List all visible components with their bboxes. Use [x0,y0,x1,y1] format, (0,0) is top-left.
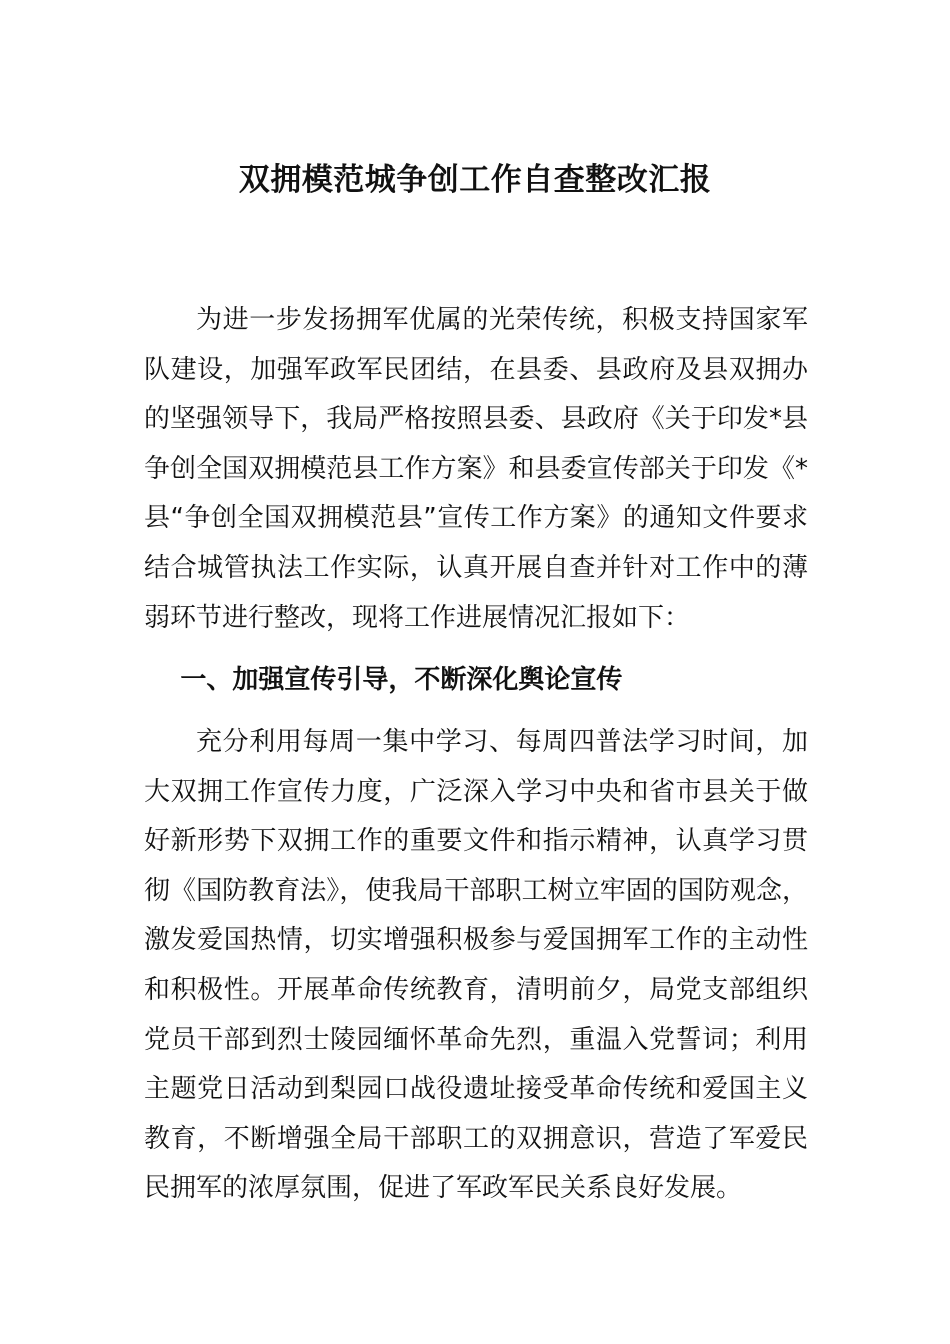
intro-paragraph: 为进一步发扬拥军优属的光荣传统，积极支持国家军队建设，加强军政军民团结，在县委、县政府及县双拥办的坚强领导下，我局严格按照县委、县政府《关于印发*县争创全国双拥模范县工作方案》和县委宣传部关于印发《*县“争创全国双拥模范县”宣传工作方案》的通知文件要求结合城管执法工作实际，认真开展自查并针对工作中的薄弱环节进行整改，现将工作进展情况汇报如下： [144,305,808,633]
section-paragraph: 充分利用每周一集中学习、每周四普法学习时间，加大双拥工作宣传力度，广泛深入学习中央和省市县关于做好新形势下双拥工作的重要文件和指示精神，认真学习贯彻《国防教育法》，使我局干部职工树立牢固的国防观念，激发爱国热情，切实增强积极参与爱国拥军工作的主动性和积极性。开展革命传统教育，清明前夕，局党支部组织党员干部到烈士陵园缅怀革命先烈，重温入党誓词；利用主题党日活动到梨园口战役遗址接受革命传统和爱国主义教育，不断增强全局干部职工的双拥意识，营造了军爱民民拥军的浓厚氛围，促进了军政军民关系良好发展。 [144,727,808,1204]
section-heading: 一、加强宣传引导，不断深化舆论宣传 [180,665,623,695]
document-title: 双拥模范城争创工作自查整改汇报 [238,162,712,198]
